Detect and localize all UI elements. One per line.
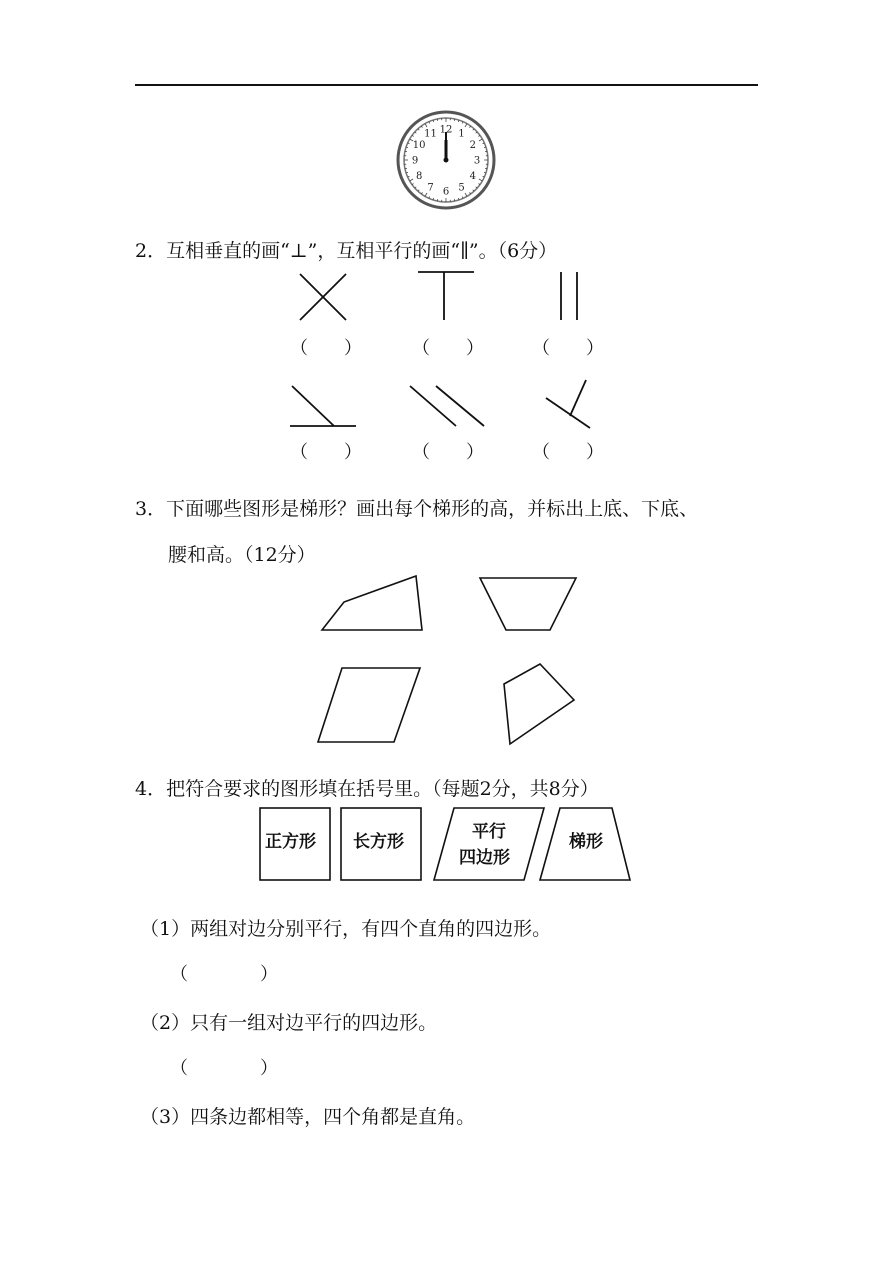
label-parallelogram-line1: 平行 — [472, 822, 506, 842]
clock-number: 3 — [473, 155, 481, 167]
clock-number: 9 — [411, 155, 419, 167]
figure-perpendicular-tilted — [544, 376, 594, 432]
clock-number: 11 — [424, 128, 437, 140]
shape-trapezoid-inverted — [476, 574, 580, 634]
clock-number: 1 — [458, 128, 465, 140]
clock-number: 4 — [469, 171, 477, 182]
label-trapezoid: 梯形 — [569, 832, 603, 852]
header-rule — [135, 84, 758, 86]
answer-blank-5[interactable]: （ ） — [412, 442, 484, 463]
shape-quadrilateral-2 — [500, 660, 580, 748]
label-rectangle: 长方形 — [353, 832, 404, 852]
figure-slanted-on-base — [288, 382, 360, 432]
shape-quadrilateral-1 — [318, 572, 428, 636]
question-3-line2: 腰和高。（12分） — [168, 544, 316, 566]
clock-number: 10 — [412, 140, 426, 151]
answer-blank-3[interactable]: （ ） — [532, 338, 604, 359]
label-square: 正方形 — [265, 832, 316, 852]
answer-blank-6[interactable]: （ ） — [532, 442, 604, 463]
question-4-sub3: （3）四条边都相等，四个角都是直角。 — [140, 1106, 476, 1128]
clock-number: 5 — [458, 182, 465, 194]
question-4-sub2: （2）只有一组对边平行的四边形。 — [140, 1012, 438, 1034]
figure-t-lines — [416, 270, 476, 326]
shape-box-parallelogram — [432, 806, 548, 882]
clock-number: 2 — [469, 140, 477, 151]
answer-blank-1[interactable]: （ ） — [290, 338, 362, 359]
clock-number: 12 — [439, 124, 453, 136]
question-4-sub1: （1）两组对边分别平行，有四个直角的四边形。 — [140, 918, 552, 940]
clock-number: 6 — [442, 186, 450, 198]
figure-parallel-vertical — [552, 270, 592, 326]
question-4-text: 4．把符合要求的图形填在括号里。（每题2分，共8分） — [135, 778, 599, 800]
answer-blank-4[interactable]: （ ） — [290, 442, 362, 463]
answer-blank-4-1[interactable]: （ ） — [170, 964, 278, 985]
figure-cross-lines — [296, 270, 352, 326]
label-parallelogram-line2: 四边形 — [459, 848, 510, 868]
clock-number: 7 — [427, 182, 434, 194]
shape-parallelogram — [314, 664, 424, 746]
clock-figure — [396, 110, 496, 210]
answer-blank-2[interactable]: （ ） — [412, 338, 484, 359]
answer-blank-4-2[interactable]: （ ） — [170, 1058, 278, 1079]
question-2-text: 2．互相垂直的画“⊥”，互相平行的画“∥”。（6分） — [135, 240, 558, 262]
question-3-line1: 3．下面哪些图形是梯形？画出每个梯形的高，并标出上底、下底、 — [135, 498, 699, 520]
clock-number: 8 — [415, 171, 423, 182]
figure-parallel-diagonal — [406, 382, 488, 432]
